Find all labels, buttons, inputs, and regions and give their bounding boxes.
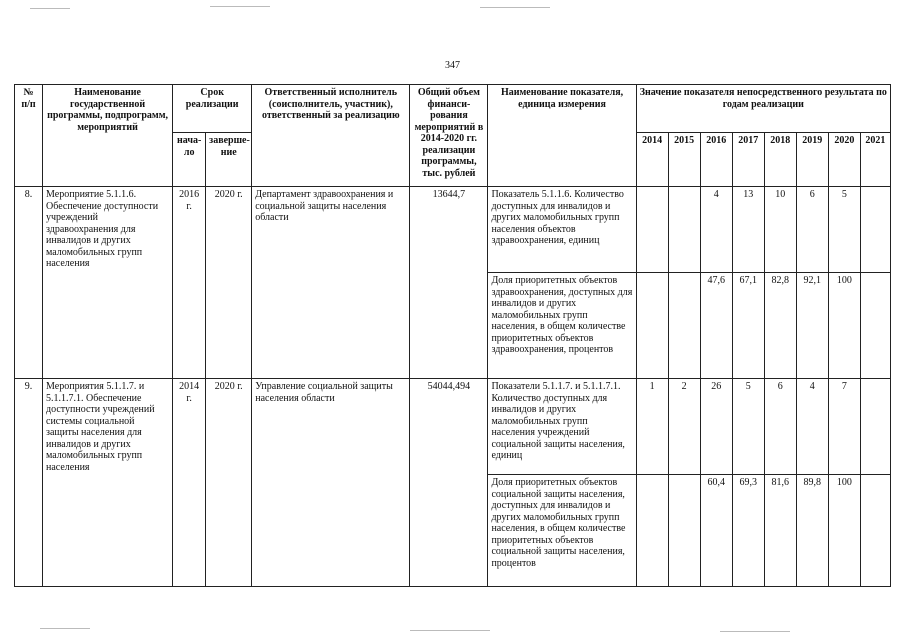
indicator-value <box>668 475 700 587</box>
header-term-start: нача-ло <box>173 133 206 187</box>
indicator-value: 69,3 <box>732 475 764 587</box>
indicator-name: Показатели 5.1.1.7. и 5.1.1.7.1. Количество доступных для инвалидов и других маломобильных групп населения учреждений социальной защиты населения, единиц <box>488 379 636 475</box>
indicator-value <box>636 187 668 273</box>
indicator-value <box>860 273 890 379</box>
header-term-end: заверше-ние <box>206 133 252 187</box>
row-name: Мероприятие 5.1.1.6. Обеспечение доступности учреждений здравоохранения для инвалидов и других маломобильных групп населения <box>43 187 173 379</box>
indicator-value: 100 <box>828 273 860 379</box>
program-table <box>14 84 891 587</box>
indicator-value: 6 <box>796 187 828 273</box>
scan-mark <box>210 6 270 7</box>
row-name: Мероприятия 5.1.1.7. и 5.1.1.7.1. Обеспечение доступности учреждений системы социальной защиты населения для инвалидов и других маломобильных групп населения <box>43 379 173 587</box>
indicator-value: 47,6 <box>700 273 732 379</box>
header-year: 2020 <box>828 133 860 187</box>
indicator-value: 26 <box>700 379 732 475</box>
indicator-value: 5 <box>828 187 860 273</box>
header-name: Наименование государственной программы, подпрограмм, мероприятий <box>43 85 173 187</box>
indicator-value <box>860 475 890 587</box>
indicator-value <box>636 273 668 379</box>
row-end: 2020 г. <box>206 187 252 379</box>
indicator-value <box>636 475 668 587</box>
indicator-value: 4 <box>796 379 828 475</box>
scan-mark <box>30 8 70 9</box>
indicator-value: 5 <box>732 379 764 475</box>
row-responsible: Управление социальной защиты населения области <box>252 379 410 587</box>
scan-mark <box>720 631 790 632</box>
row-start: 2014 г. <box>173 379 206 587</box>
header-num: № п/п <box>15 85 43 187</box>
scan-mark <box>410 630 490 631</box>
row-num: 9. <box>15 379 43 587</box>
header-volume: Общий объем финанси-рования мероприятий в 2014-2020 гг. реализации программы, тыс. рублей <box>410 85 488 187</box>
header-year: 2021 <box>860 133 890 187</box>
indicator-value: 7 <box>828 379 860 475</box>
indicator-value <box>668 187 700 273</box>
header-year: 2019 <box>796 133 828 187</box>
indicator-value: 81,6 <box>764 475 796 587</box>
indicator-value <box>860 379 890 475</box>
indicator-value: 82,8 <box>764 273 796 379</box>
indicator-value: 10 <box>764 187 796 273</box>
indicator-value: 60,4 <box>700 475 732 587</box>
indicator-value: 89,8 <box>796 475 828 587</box>
header-year: 2018 <box>764 133 796 187</box>
indicator-value: 4 <box>700 187 732 273</box>
scan-mark <box>480 7 550 8</box>
indicator-value <box>860 187 890 273</box>
header-year: 2014 <box>636 133 668 187</box>
indicator-value: 13 <box>732 187 764 273</box>
indicator-name: Показатель 5.1.1.6. Количество доступных для инвалидов и других маломобильных групп населения объектов здравоохранения, единиц <box>488 187 636 273</box>
indicator-value <box>668 273 700 379</box>
indicator-value: 100 <box>828 475 860 587</box>
header-responsible: Ответственный исполнитель (соисполнитель, участник), ответственный за реализацию <box>252 85 410 187</box>
indicator-value: 92,1 <box>796 273 828 379</box>
row-start: 2016 г. <box>173 187 206 379</box>
row-volume: 13644,7 <box>410 187 488 379</box>
header-indicator: Наименование показателя, единица измерения <box>488 85 636 187</box>
row-end: 2020 г. <box>206 379 252 587</box>
scan-mark <box>40 628 90 629</box>
header-values: Значение показателя непосредственного результата по годам реализации <box>636 85 890 133</box>
row-responsible: Департамент здравоохранения и социальной защиты населения области <box>252 187 410 379</box>
indicator-value: 6 <box>764 379 796 475</box>
page-number: 347 <box>445 60 460 71</box>
header-year: 2017 <box>732 133 764 187</box>
indicator-name: Доля приоритетных объектов здравоохранения, доступных для инвалидов и других маломобильных групп населения, в общем количестве приоритетных объектов здравоохранения, процентов <box>488 273 636 379</box>
header-year: 2015 <box>668 133 700 187</box>
table-row <box>15 379 891 475</box>
indicator-value: 2 <box>668 379 700 475</box>
header-year: 2016 <box>700 133 732 187</box>
table-row <box>15 187 891 273</box>
indicator-value: 1 <box>636 379 668 475</box>
row-num: 8. <box>15 187 43 379</box>
header-term: Срок реализации <box>173 85 252 133</box>
row-volume: 54044,494 <box>410 379 488 587</box>
indicator-value: 67,1 <box>732 273 764 379</box>
indicator-name: Доля приоритетных объектов социальной защиты населения, доступных для инвалидов и других маломобильных групп населения, в общем количестве приоритетных объектов социальной защиты населения, процентов <box>488 475 636 587</box>
